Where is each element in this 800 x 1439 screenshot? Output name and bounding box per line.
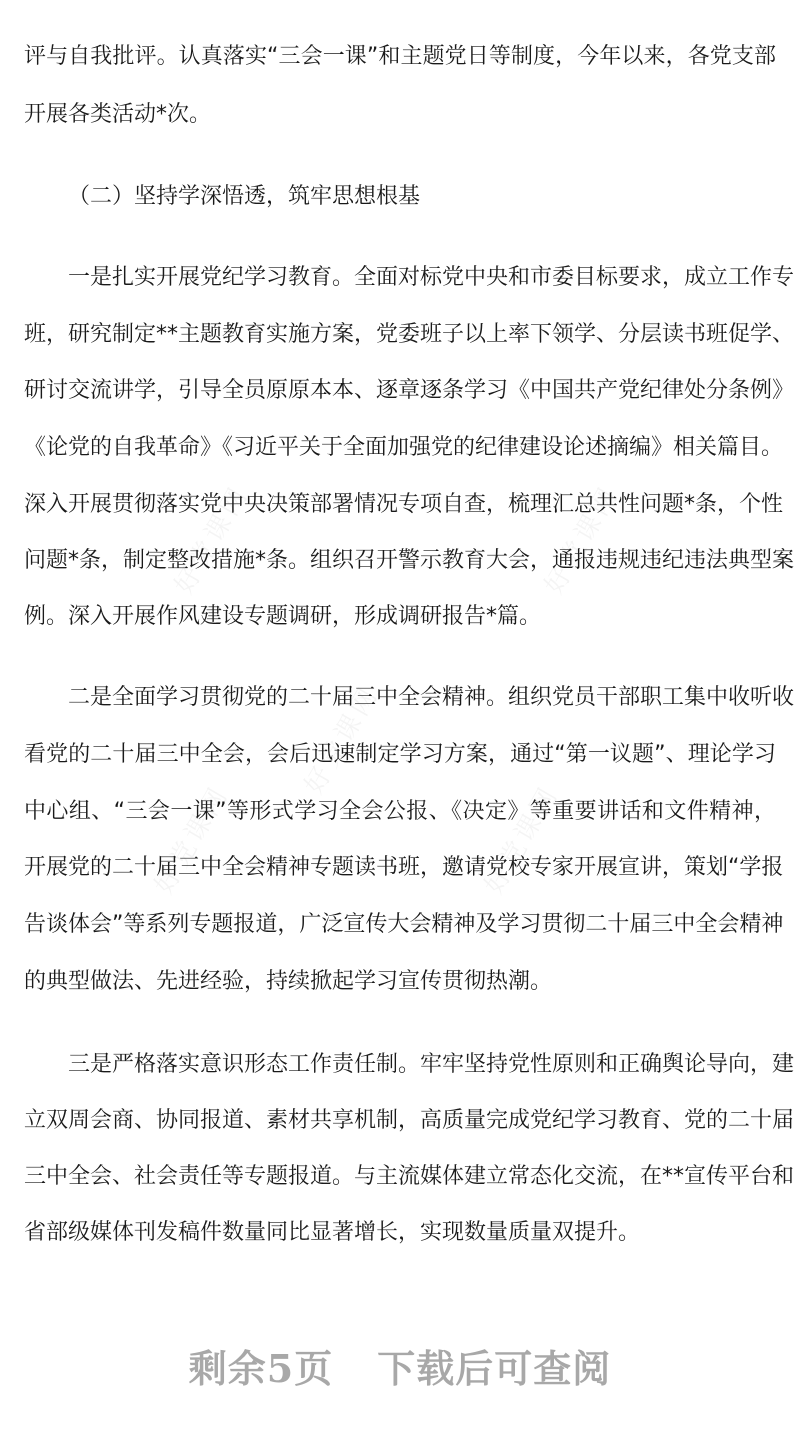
text-line: 一是扎实开展党纪学习教育。全面对标党中央和市委目标要求，成立工作专 xyxy=(68,265,795,290)
text-line: 评与自我批评。认真落实“三会一课”和主题党日等制度，今年以来，各党支部 xyxy=(24,44,776,69)
text-line: 深入开展贯彻落实党中央决策部署情况专项自查，梳理汇总共性问题*条，个性 xyxy=(24,492,784,517)
text-line: 中心组、“三会一课”等形式学习全会公报、《决定》等重要讲话和文件精神， xyxy=(24,799,776,824)
remaining-pages-label[interactable]: 剩余5页 xyxy=(188,1346,334,1391)
text-line: 开展党的二十届三中全会精神专题读书班，邀请党校专家开展宣讲，策划“学报 xyxy=(24,855,784,880)
download-prompt[interactable] xyxy=(0,1338,800,1393)
section-heading: （二）坚持学深悟透，筑牢思想根基 xyxy=(68,184,421,209)
download-to-view-label[interactable]: 下载后可查阅 xyxy=(377,1346,612,1391)
text-line: 例。深入开展作风建设专题调研，形成调研报告*篇。 xyxy=(24,604,542,629)
text-line: 省部级媒体刊发稿件数量同比显著增长，实现数量质量双提升。 xyxy=(24,1220,641,1245)
text-line: 的典型做法、先进经验，持续掀起学习宣传贯彻热潮。 xyxy=(24,969,553,994)
text-line: 问题*条，制定整改措施*条。组织召开警示教育大会，通报违规违纪违法典型案 xyxy=(24,548,795,573)
text-line: 三中全会、社会责任等专题报道。与主流媒体建立常态化交流，在**宣传平台和 xyxy=(24,1164,795,1189)
text-line: 三是严格落实意识形态工作责任制。牢牢坚持党性原则和正确舆论导向，建 xyxy=(68,1052,795,1077)
text-line: 告谈体会”等系列专题报道，广泛宣传大会精神及学习贯彻二十届三中全会精神 xyxy=(24,912,784,937)
text-line: 二是全面学习贯彻党的二十届三中全会精神。组织党员干部职工集中收听收 xyxy=(68,685,795,710)
text-line: 《论党的自我革命》《习近平关于全面加强党的纪律建设论述摘编》相关篇目。 xyxy=(24,435,784,460)
text-line: 立双周会商、协同报道、素材共享机制，高质量完成党纪学习教育、党的二十届 xyxy=(24,1108,795,1133)
text-line: 开展各类活动*次。 xyxy=(24,102,212,127)
text-line: 看党的二十届三中全会，会后迅速制定学习方案，通过“第一议题”、理论学习 xyxy=(24,742,776,767)
text-line: 研讨交流讲学，引导全员原原本本、逐章逐条学习《中国共产党纪律处分条例》 xyxy=(24,378,795,403)
text-line: 班，研究制定**主题教育实施方案，党委班子以上率下领学、分层读书班促学、 xyxy=(24,322,795,347)
